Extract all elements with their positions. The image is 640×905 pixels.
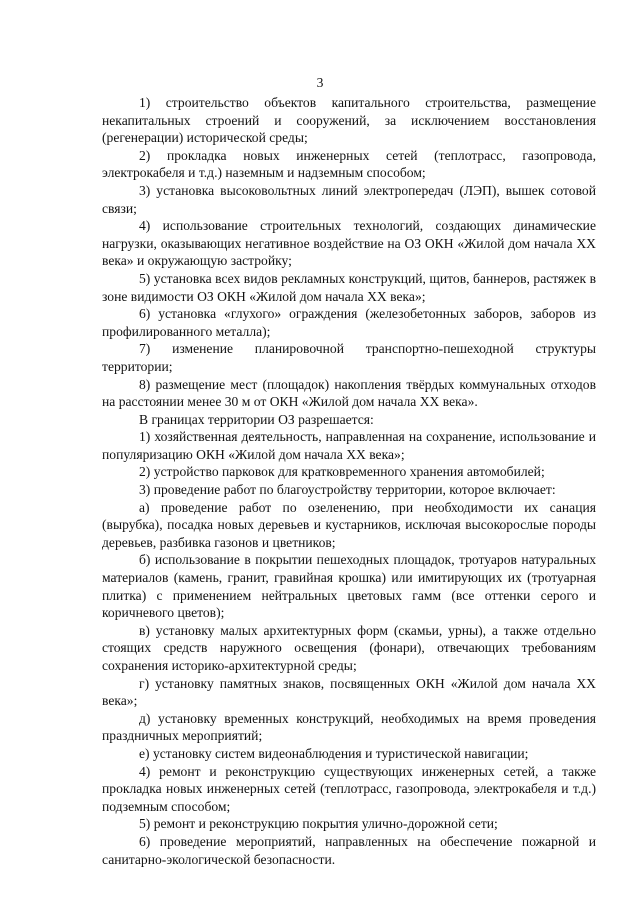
paragraph: 6) проведение мероприятий, направленных на обеспечение пожарной и санитарно-экологической безопасности. bbox=[102, 833, 596, 867]
paragraph: 1) строительство объектов капитального строительства, размещение некапитальных строений и сооружений, за исключением восстановления (регенерации) исторической среды; bbox=[102, 95, 596, 146]
paragraph: 7) изменение планировочной транспортно-пешеходной структуры территории; bbox=[102, 341, 596, 374]
paragraph: 5) установка всех видов рекламных конструкций, щитов, баннеров, растяжек в зоне видимости ОЗ ОКН «Жилой дом начала XX века»; bbox=[102, 270, 596, 304]
paragraph: а) проведение работ по озеленению, при необходимости их санация (вырубка), посадка новых деревьев и кустарников, исключая высокорослые породы деревьев, разбивка газонов и цветников; bbox=[102, 499, 596, 550]
paragraph: 8) размещение мест (площадок) накопления твёрдых коммунальных отходов на расстоянии менее 30 м от ОКН «Жилой дом начала XX века». bbox=[102, 376, 596, 410]
paragraph: 3) установка высоковольтных линий электропередач (ЛЭП), вышек сотовой связи; bbox=[102, 182, 596, 216]
section-heading: В границах территории ОЗ разрешается: bbox=[139, 411, 374, 427]
paragraph: в) установку малых архитектурных форм (скамьи, урны), а также отдельно стоящих средств наружного освещения (фонари), отвечающих требованиям сохранения историко-архитектурной среды; bbox=[102, 622, 596, 673]
paragraph: д) установку временных конструкций, необходимых на время проведения праздничных мероприятий; bbox=[102, 710, 596, 744]
paragraph: б) использование в покрытии пешеходных площадок, тротуаров натуральных материалов (камень, гранит, гравийная крошка) или имитирующих их (тротуарная плитка) с применением нейтральных цветовых гамм (все оттенки серого и коричневого цветов); bbox=[102, 552, 596, 621]
paragraph: 4) ремонт и реконструкцию существующих инженерных сетей, а также прокладка новых инженерных сетей (теплотрасс, газопровода, электрокабеля и т.д.) подземным способом; bbox=[102, 763, 596, 814]
paragraph: 1) хозяйственная деятельность, направленная на сохранение, использование и популяризацию ОКН «Жилой дом начала XX века»; bbox=[102, 429, 596, 462]
paragraph: 5) ремонт и реконструкцию покрытия улично-дорожной сети; bbox=[139, 816, 498, 832]
page-number: 3 bbox=[316, 75, 324, 90]
paragraph: 3) проведение работ по благоустройству территории, которое включает: bbox=[139, 482, 556, 498]
paragraph: 2) прокладка новых инженерных сетей (теплотрасс, газопровода, электрокабеля и т.д.) наземным и надземным способом; bbox=[102, 147, 596, 181]
paragraph: 6) установка «глухого» ограждения (железобетонных заборов, заборов из профилированного металла); bbox=[102, 306, 596, 339]
paragraph: г) установку памятных знаков, посвященных ОКН «Жилой дом начала XX века»; bbox=[102, 675, 596, 709]
document-body bbox=[102, 94, 596, 868]
paragraph: е) установку систем видеонаблюдения и туристической навигации; bbox=[139, 745, 529, 761]
paragraph: 4) использование строительных технологий, создающих динамические нагрузки, оказывающих негативное воздействие на ОЗ ОКН «Жилой дом начала XX века» и окружающую застройку; bbox=[102, 218, 596, 269]
paragraph: 2) устройство парковок для кратковременного хранения автомобилей; bbox=[139, 464, 545, 480]
